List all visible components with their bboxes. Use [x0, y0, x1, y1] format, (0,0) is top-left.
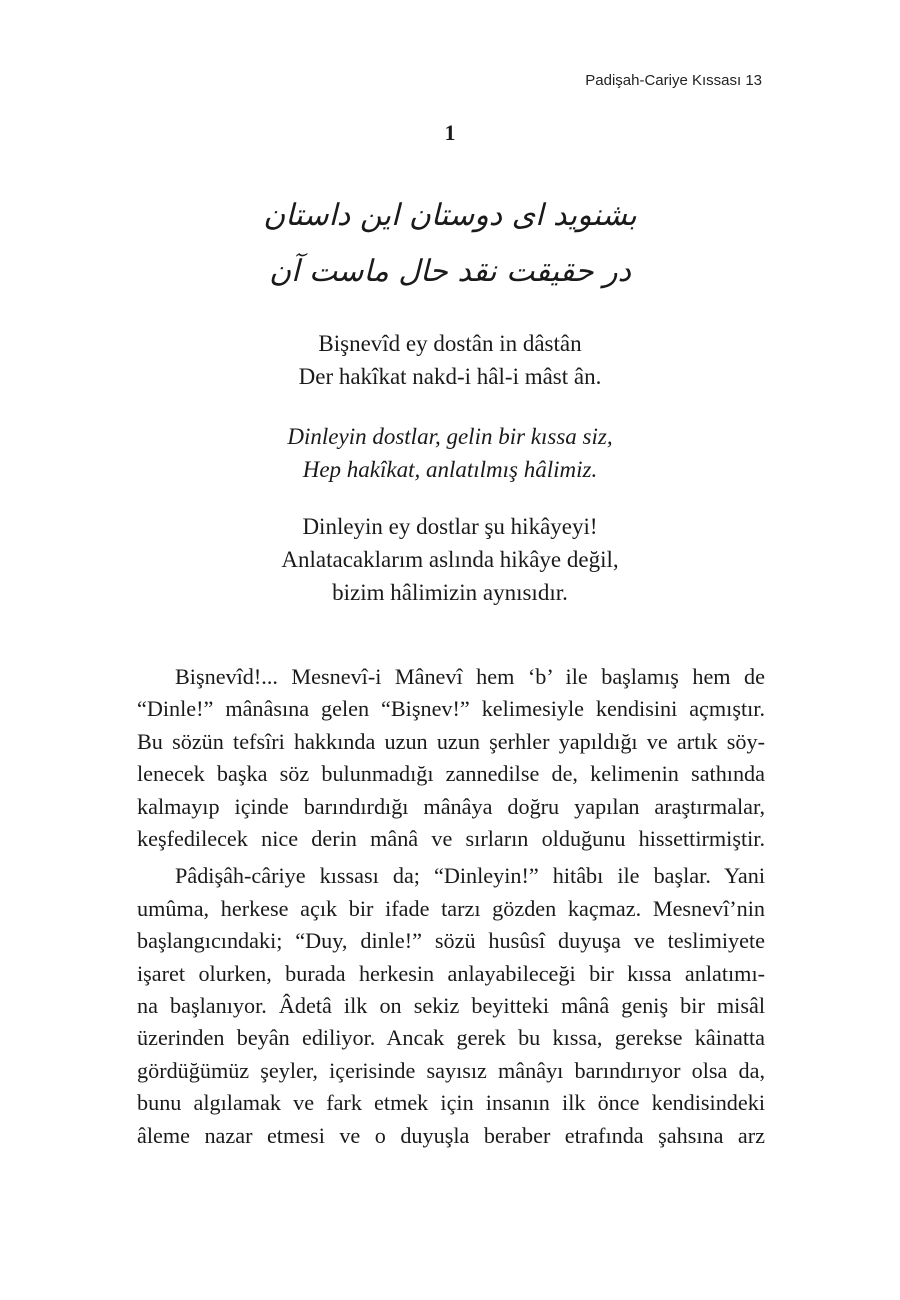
paragraph-line: keşfedilecek nice derin mânâ ve sırların olduğunu hissettirmiştir.: [137, 826, 765, 852]
paragraph-line: Pâdişâh-câriye kıssası da; “Dinleyin!” hitâbı ile başlar. Yani: [175, 863, 765, 889]
persian-line-1: بشنوید ای دوستان این داستان: [263, 198, 637, 233]
paragraph-2: [137, 860, 765, 1152]
paragraph-line: kalmayıp içinde barındırdığı mânâya doğru yapılan araştırmalar,: [137, 793, 765, 819]
paragraph-line: âleme nazar etmesi ve o duyuşla beraber etrafında şahsına arz: [137, 1122, 765, 1148]
body-text: [137, 661, 765, 1152]
paragraph-line: lenecek başka söz bulunmadığı zannedilse de, kelimenin sathında: [137, 761, 765, 787]
persian-couplet: [0, 188, 900, 300]
persian-line-2: در حقیقت نقد حال ماست آن: [269, 254, 631, 289]
paragraph-line: işaret olurken, burada herkesin anlayabileceği bir kıssa anlatımı-: [137, 960, 765, 986]
paragraph-line: başlangıcındaki; “Duy, dinle!” sözü husûsî duyuşa ve teslimiyete: [137, 928, 765, 954]
prose-translation-line-1: Dinleyin ey dostlar şu hikâyeyi!: [302, 514, 598, 539]
paragraph-line: Bişnevîd!... Mesnevî-i Mânevî hem ‘b’ ile başlamış hem de: [175, 664, 765, 689]
prose-translation: [0, 510, 900, 609]
poetic-translation-line-1: Dinleyin dostlar, gelin bir kıssa siz,: [287, 424, 613, 449]
poetic-translation: [0, 420, 900, 486]
paragraph-line: gördüğümüz şeyler, içerisinde sayısız mânâyı barındırıyor olsa da,: [137, 1057, 765, 1083]
transliteration-line-2: Der hakîkat nakd-i hâl-i mâst ân.: [298, 364, 602, 389]
section-number: 1: [444, 120, 456, 145]
prose-translation-line-3: bizim hâlimizin aynısıdır.: [332, 580, 568, 605]
running-header: Padişah-Cariye Kıssası 13: [585, 72, 762, 89]
poetic-translation-line-2: Hep hakîkat, anlatılmış hâlimiz.: [302, 457, 598, 482]
paragraph-line: üzerinden beyân ediliyor. Ancak gerek bu kıssa, gerekse kâinatta: [137, 1025, 765, 1051]
prose-translation-line-2: Anlatacaklarım aslında hikâye değil,: [281, 547, 619, 572]
paragraph-1: [137, 661, 765, 855]
paragraph-line: bunu algılamak ve fark etmek için insanın ilk önce kendisindeki: [137, 1090, 765, 1116]
transliteration-line-1: Bişnevîd ey dostân in dâstân: [318, 331, 582, 356]
paragraph-line: Bu sözün tefsîri hakkında uzun uzun şerhler yapıldığı ve artık söy-: [137, 728, 765, 754]
transliteration: [0, 327, 900, 393]
paragraph-line: “Dinle!” mânâsına gelen “Bişnev!” kelimesiyle kendisini açmıştır.: [137, 696, 765, 722]
paragraph-line: na başlanıyor. Âdetâ ilk on sekiz beyitteki mânâ geniş bir misâl: [137, 993, 765, 1019]
paragraph-line: umûma, herkese açık bir ifade tarzı gözden kaçmaz. Mesnevî’nin: [137, 895, 765, 921]
